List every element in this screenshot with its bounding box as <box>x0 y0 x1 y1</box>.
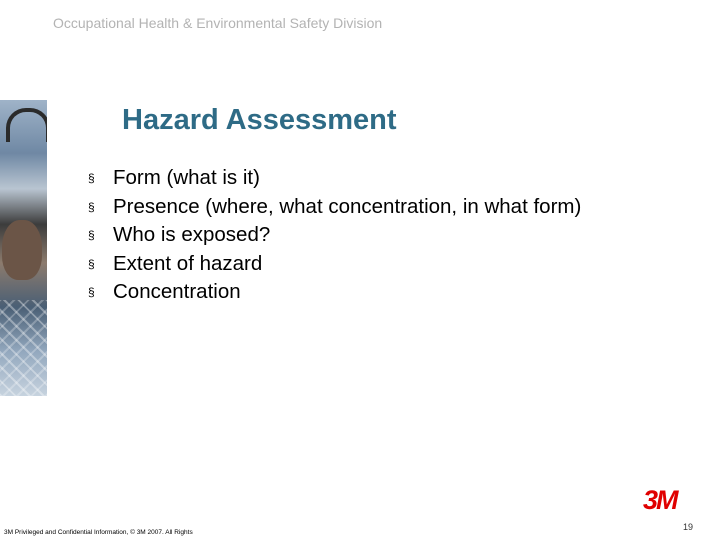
side-photo-strip <box>0 100 47 396</box>
headset-image <box>6 108 47 142</box>
bullet-item <box>88 250 581 279</box>
bullet-item <box>88 193 581 222</box>
bullet-text: Presence (where, what concentration, in what form) <box>113 194 582 218</box>
bullet-item <box>88 278 581 307</box>
worker-face-image <box>2 220 42 280</box>
bullet-marker-icon: § <box>88 171 95 186</box>
bullet-item <box>88 164 581 193</box>
division-header: Occupational Health & Environmental Safety Division <box>53 15 383 31</box>
bullet-marker-icon: § <box>88 199 95 214</box>
bullet-marker-icon: § <box>88 256 95 271</box>
bullet-text: Extent of hazard <box>113 251 263 275</box>
bullet-text: Who is exposed? <box>113 223 271 247</box>
slide-title: Hazard Assessment <box>122 104 397 136</box>
page-number: 19 <box>683 522 694 532</box>
bullet-text: Concentration <box>113 280 241 304</box>
copyright-footer: 3M Privileged and Confidential Information, © 3M 2007. All Rights <box>4 529 193 536</box>
bullet-marker-icon: § <box>88 285 95 300</box>
bullet-marker-icon: § <box>88 228 95 243</box>
bullet-item <box>88 221 581 250</box>
structure-image <box>0 300 47 396</box>
bullet-text: Form (what is it) <box>113 166 260 190</box>
3m-logo: 3M <box>643 485 677 515</box>
bullet-list <box>88 164 581 307</box>
